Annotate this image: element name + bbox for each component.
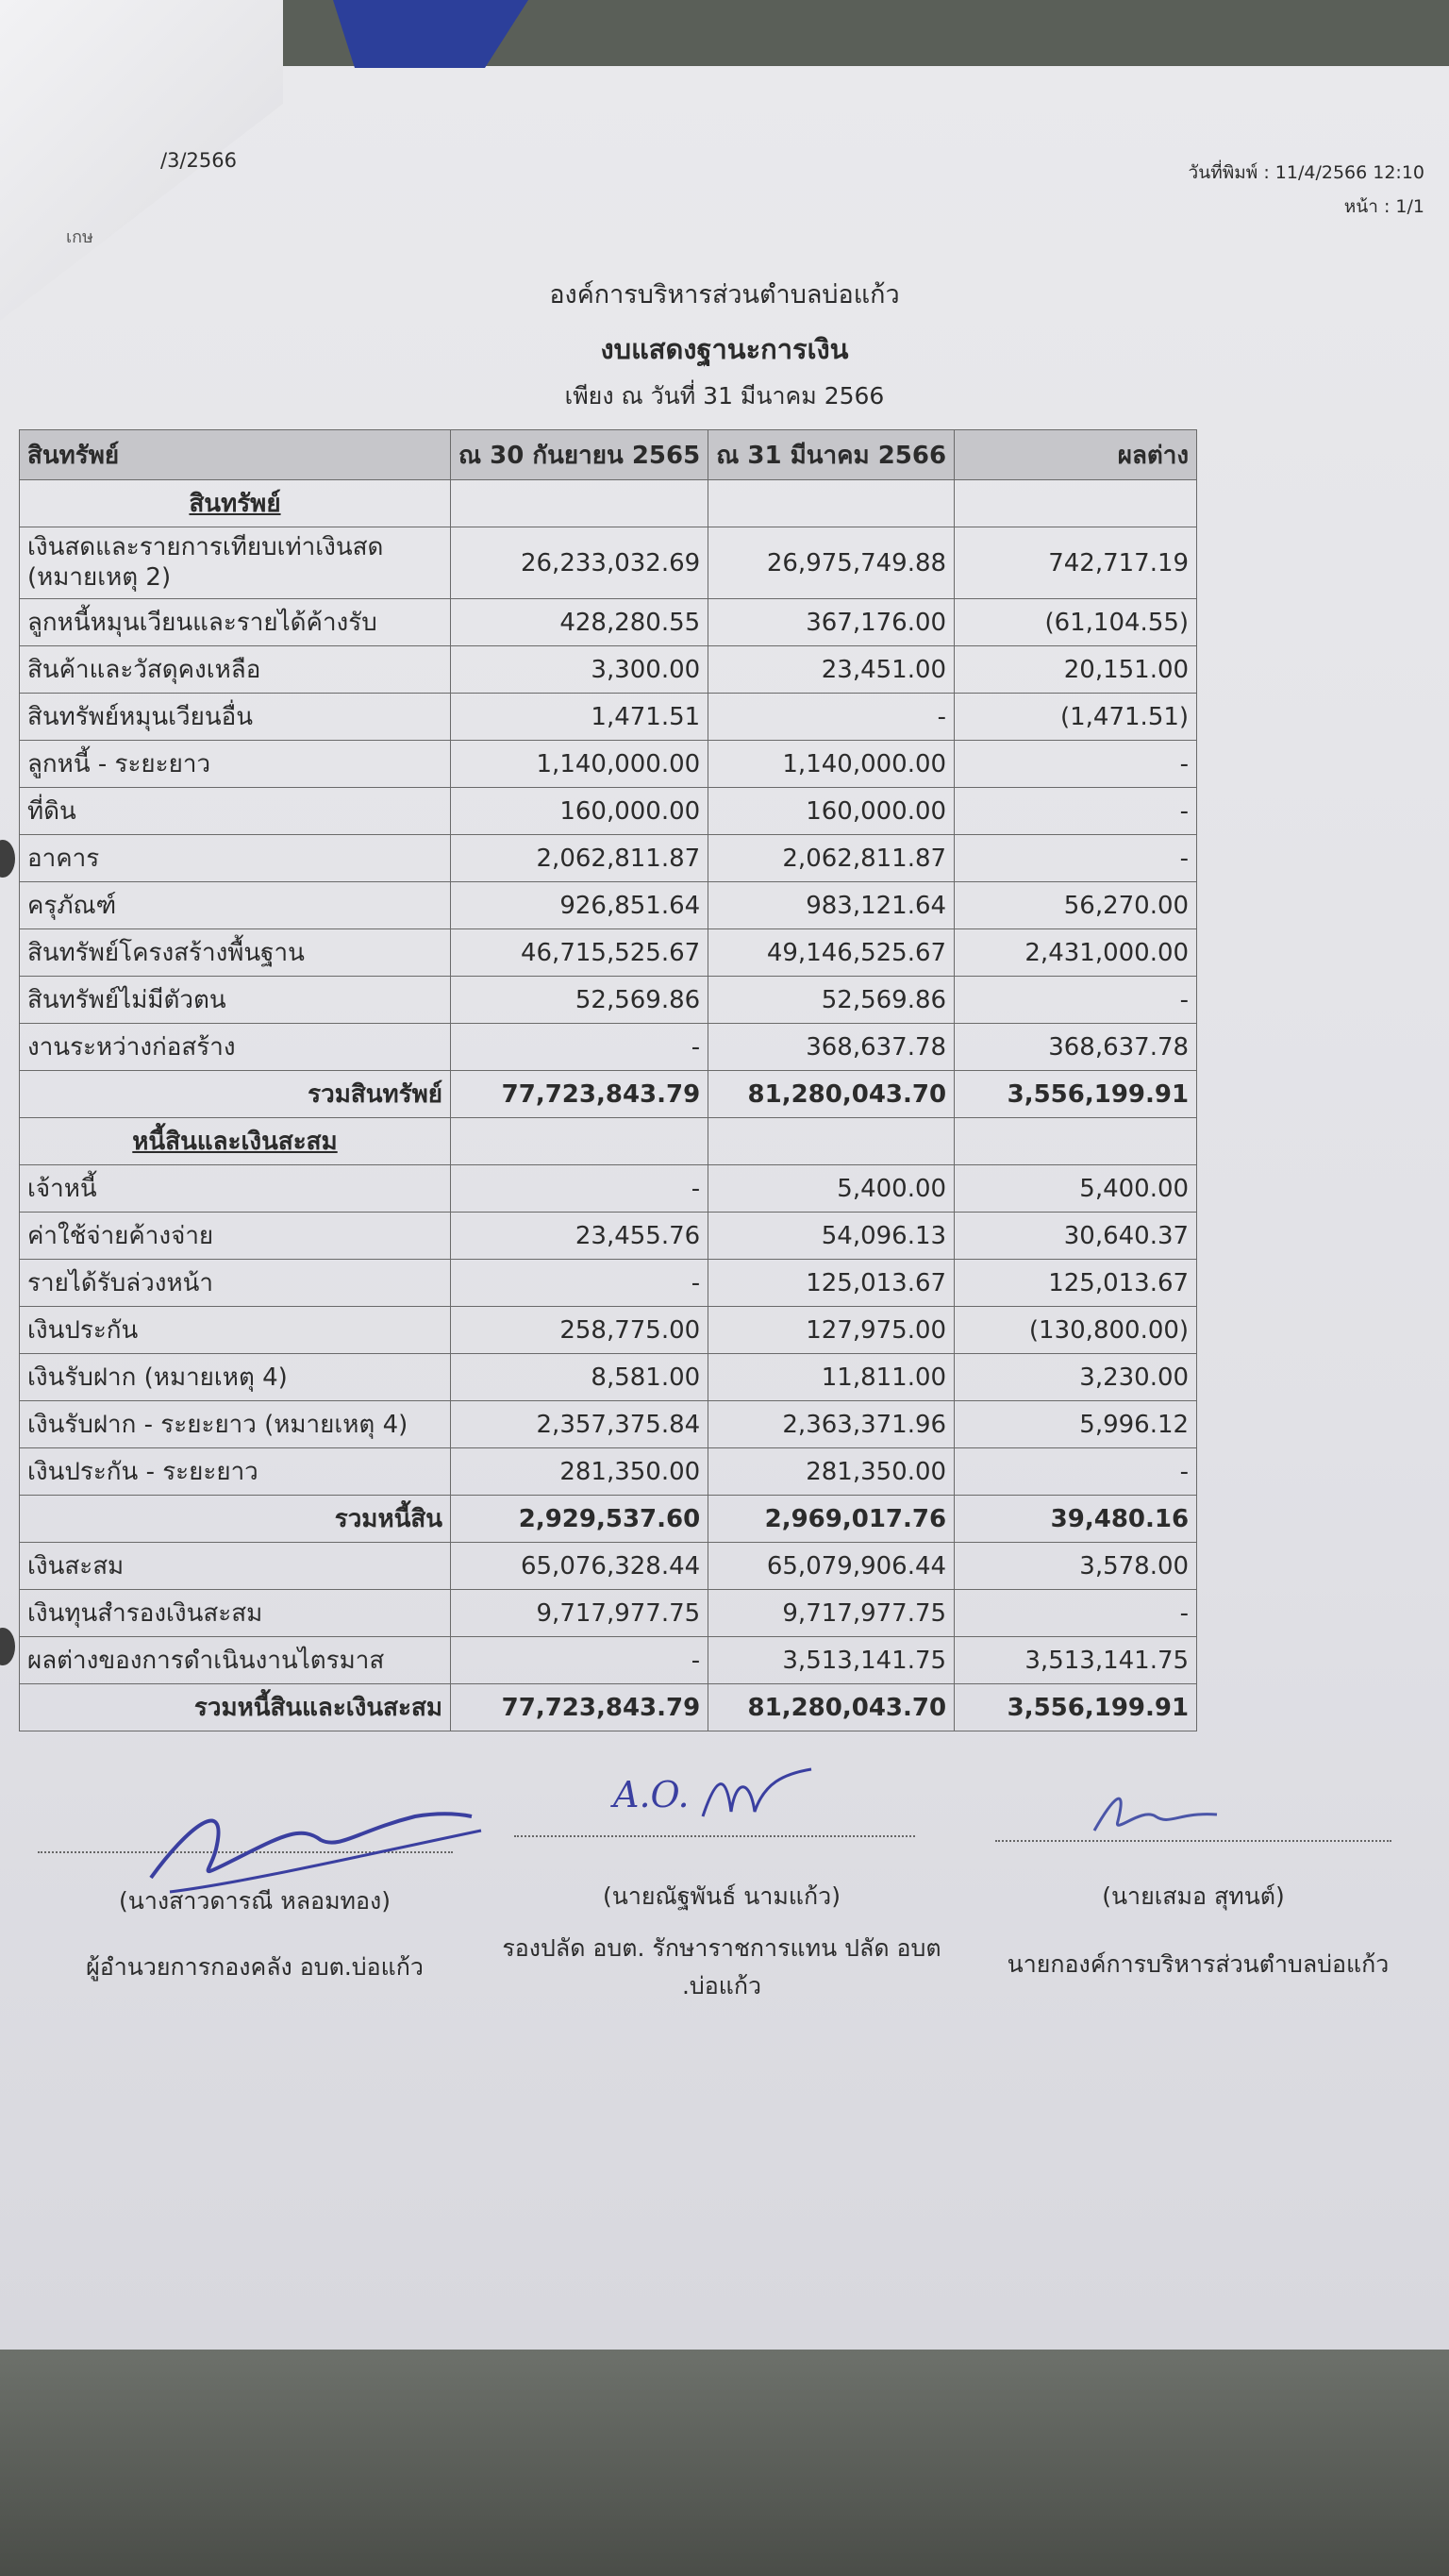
total-mar-2566: 81,280,043.70 <box>708 1684 955 1731</box>
desk-surface <box>0 2350 1449 2576</box>
value-sep-2565: 160,000.00 <box>451 788 708 835</box>
row-label: ลูกหนี้ - ระยะยาว <box>20 741 451 788</box>
row-label: สินทรัพย์ไม่มีตัวตน <box>20 977 451 1024</box>
column-header: ณ 30 กันยายน 2565 <box>451 430 708 480</box>
table-row <box>20 1260 1197 1307</box>
table-row <box>20 1448 1197 1496</box>
value-diff: - <box>955 1590 1197 1637</box>
row-label: สินค้าและวัสดุคงเหลือ <box>20 646 451 694</box>
handwritten-initials: A.O. <box>613 1774 690 1815</box>
value-diff: 368,637.78 <box>955 1024 1197 1071</box>
column-header: สินทรัพย์ <box>20 430 451 480</box>
value-mar-2566: 49,146,525.67 <box>708 929 955 977</box>
value-mar-2566: 11,811.00 <box>708 1354 955 1401</box>
value-sep-2565: 281,350.00 <box>451 1448 708 1496</box>
column-header: ณ 31 มีนาคม 2566 <box>708 430 955 480</box>
total-sep-2565: 77,723,843.79 <box>451 1071 708 1118</box>
print-date: วันที่พิมพ์ : 11/4/2566 12:10 <box>1188 162 1424 183</box>
row-label: อาคาร <box>20 835 451 882</box>
table-row <box>20 835 1197 882</box>
row-label: ลูกหนี้หมุนเวียนและรายได้ค้างรับ <box>20 599 451 646</box>
value-mar-2566: 281,350.00 <box>708 1448 955 1496</box>
value-mar-2566: 2,062,811.87 <box>708 835 955 882</box>
row-label: เงินสดและรายการเทียบเท่าเงินสด (หมายเหตุ 2) <box>20 527 451 599</box>
row-label: สินทรัพย์โครงสร้างพื้นฐาน <box>20 929 451 977</box>
value-diff: 3,578.00 <box>955 1543 1197 1590</box>
value-sep-2565: 1,140,000.00 <box>451 741 708 788</box>
row-label: เงินประกัน <box>20 1307 451 1354</box>
table-row <box>20 1307 1197 1354</box>
signer-name: (นายณัฐพันธ์ นามแก้ว) <box>603 1882 841 1910</box>
value-mar-2566: 23,451.00 <box>708 646 955 694</box>
value-mar-2566: 9,717,977.75 <box>708 1590 955 1637</box>
table-row <box>20 882 1197 929</box>
signature-scribble <box>698 1765 821 1831</box>
signer-title: นายกองค์การบริหารส่วนตำบลบ่อแก้ว <box>1007 1950 1390 1978</box>
value-sep-2565: 8,581.00 <box>451 1354 708 1401</box>
row-label: ค่าใช้จ่ายค้างจ่าย <box>20 1213 451 1260</box>
row-label: เงินประกัน - ระยะยาว <box>20 1448 451 1496</box>
value-mar-2566: 1,140,000.00 <box>708 741 955 788</box>
value-sep-2565: 26,233,032.69 <box>451 527 708 599</box>
table-row <box>20 1213 1197 1260</box>
section-heading: หนี้สินและเงินสะสม <box>20 1118 451 1165</box>
value-mar-2566: 2,363,371.96 <box>708 1401 955 1448</box>
value-mar-2566: 368,637.78 <box>708 1024 955 1071</box>
value-sep-2565: 52,569.86 <box>451 977 708 1024</box>
total-diff: 39,480.16 <box>955 1496 1197 1543</box>
table-row <box>20 1543 1197 1590</box>
value-sep-2565: 1,471.51 <box>451 694 708 741</box>
signer-title: รองปลัด อบต. รักษาราชการแทน ปลัด อบต <box>502 1934 941 1962</box>
value-mar-2566: 52,569.86 <box>708 977 955 1024</box>
value-sep-2565: - <box>451 1024 708 1071</box>
value-mar-2566: 26,975,749.88 <box>708 527 955 599</box>
value-mar-2566: 125,013.67 <box>708 1260 955 1307</box>
value-diff: 3,513,141.75 <box>955 1637 1197 1684</box>
value-diff: 30,640.37 <box>955 1213 1197 1260</box>
organization-name: องค์การบริหารส่วนตำบลบ่อแก้ว <box>549 280 900 309</box>
total-mar-2566: 2,969,017.76 <box>708 1496 955 1543</box>
column-header: ผลต่าง <box>955 430 1197 480</box>
value-sep-2565: 3,300.00 <box>451 646 708 694</box>
total-row <box>20 1496 1197 1543</box>
row-label: สินทรัพย์หมุนเวียนอื่น <box>20 694 451 741</box>
row-label: เจ้าหนี้ <box>20 1165 451 1213</box>
signature-scribble <box>1085 1779 1226 1845</box>
table-row <box>20 1590 1197 1637</box>
value-sep-2565: 926,851.64 <box>451 882 708 929</box>
signer-name: (นายเสมอ สุทนต์) <box>1102 1882 1285 1910</box>
table-row <box>20 741 1197 788</box>
value-sep-2565: 23,455.76 <box>451 1213 708 1260</box>
total-diff: 3,556,199.91 <box>955 1071 1197 1118</box>
header-left-date: /3/2566 <box>160 149 237 172</box>
table-row <box>20 1637 1197 1684</box>
value-sep-2565: 46,715,525.67 <box>451 929 708 977</box>
value-mar-2566: 160,000.00 <box>708 788 955 835</box>
value-sep-2565: - <box>451 1260 708 1307</box>
table-row <box>20 527 1197 599</box>
value-sep-2565: 2,357,375.84 <box>451 1401 708 1448</box>
report-date: เพียง ณ วันที่ 31 มีนาคม 2566 <box>564 382 885 410</box>
value-diff: - <box>955 835 1197 882</box>
row-label: งานระหว่างก่อสร้าง <box>20 1024 451 1071</box>
value-mar-2566: 5,400.00 <box>708 1165 955 1213</box>
signature-line <box>514 1835 915 1837</box>
value-mar-2566: 367,176.00 <box>708 599 955 646</box>
table-row <box>20 599 1197 646</box>
table-row <box>20 1401 1197 1448</box>
table-row <box>20 1354 1197 1401</box>
page-number: หน้า : 1/1 <box>1343 196 1424 217</box>
table-header-row <box>20 430 1197 480</box>
value-diff: (61,104.55) <box>955 599 1197 646</box>
signer-title-cont: .บ่อแก้ว <box>681 1972 762 1999</box>
total-diff: 3,556,199.91 <box>955 1684 1197 1731</box>
total-label: รวมสินทรัพย์ <box>20 1071 451 1118</box>
value-sep-2565: 65,076,328.44 <box>451 1543 708 1590</box>
value-mar-2566: 127,975.00 <box>708 1307 955 1354</box>
value-diff: 56,270.00 <box>955 882 1197 929</box>
value-diff: 3,230.00 <box>955 1354 1197 1401</box>
value-sep-2565: 428,280.55 <box>451 599 708 646</box>
value-diff: 5,400.00 <box>955 1165 1197 1213</box>
section-row <box>20 1118 1197 1165</box>
total-sep-2565: 2,929,537.60 <box>451 1496 708 1543</box>
total-row <box>20 1684 1197 1731</box>
value-mar-2566: 54,096.13 <box>708 1213 955 1260</box>
value-diff: 5,996.12 <box>955 1401 1197 1448</box>
total-mar-2566: 81,280,043.70 <box>708 1071 955 1118</box>
total-row <box>20 1071 1197 1118</box>
row-label: รายได้รับล่วงหน้า <box>20 1260 451 1307</box>
table-row <box>20 977 1197 1024</box>
value-mar-2566: - <box>708 694 955 741</box>
table-row <box>20 1165 1197 1213</box>
value-sep-2565: 258,775.00 <box>451 1307 708 1354</box>
value-diff: - <box>955 788 1197 835</box>
value-diff: - <box>955 977 1197 1024</box>
row-label: ครุภัณฑ์ <box>20 882 451 929</box>
row-label: เงินทุนสำรองเงินสะสม <box>20 1590 451 1637</box>
row-label: ที่ดิน <box>20 788 451 835</box>
row-label: เงินรับฝาก (หมายเหตุ 4) <box>20 1354 451 1401</box>
value-diff: 742,717.19 <box>955 527 1197 599</box>
signer-title: ผู้อำนวยการกองคลัง อบต.บ่อแก้ว <box>86 1953 424 1981</box>
report-title: งบแสดงฐานะการเงิน <box>600 333 849 365</box>
value-mar-2566: 983,121.64 <box>708 882 955 929</box>
table-row <box>20 694 1197 741</box>
total-label: รวมหนี้สินและเงินสะสม <box>20 1684 451 1731</box>
value-diff: 125,013.67 <box>955 1260 1197 1307</box>
total-sep-2565: 77,723,843.79 <box>451 1684 708 1731</box>
balance-sheet-table <box>19 429 1197 1731</box>
value-diff: 2,431,000.00 <box>955 929 1197 977</box>
value-diff: (1,471.51) <box>955 694 1197 741</box>
table-row <box>20 929 1197 977</box>
signer-name: (นางสาวดารณี หลอมทอง) <box>118 1887 391 1915</box>
table-row <box>20 646 1197 694</box>
value-sep-2565: 9,717,977.75 <box>451 1590 708 1637</box>
value-mar-2566: 3,513,141.75 <box>708 1637 955 1684</box>
value-mar-2566: 65,079,906.44 <box>708 1543 955 1590</box>
row-label: เงินรับฝาก - ระยะยาว (หมายเหตุ 4) <box>20 1401 451 1448</box>
header-left-sub: เกษ <box>66 227 93 247</box>
value-sep-2565: 2,062,811.87 <box>451 835 708 882</box>
value-sep-2565: - <box>451 1637 708 1684</box>
value-sep-2565: - <box>451 1165 708 1213</box>
total-label: รวมหนี้สิน <box>20 1496 451 1543</box>
section-row <box>20 480 1197 527</box>
value-diff: - <box>955 741 1197 788</box>
value-diff: 20,151.00 <box>955 646 1197 694</box>
table-row <box>20 788 1197 835</box>
row-label: เงินสะสม <box>20 1543 451 1590</box>
table-row <box>20 1024 1197 1071</box>
value-diff: - <box>955 1448 1197 1496</box>
section-heading: สินทรัพย์ <box>20 480 451 527</box>
value-diff: (130,800.00) <box>955 1307 1197 1354</box>
row-label: ผลต่างของการดำเนินงานไตรมาส <box>20 1637 451 1684</box>
background-object <box>311 0 528 68</box>
